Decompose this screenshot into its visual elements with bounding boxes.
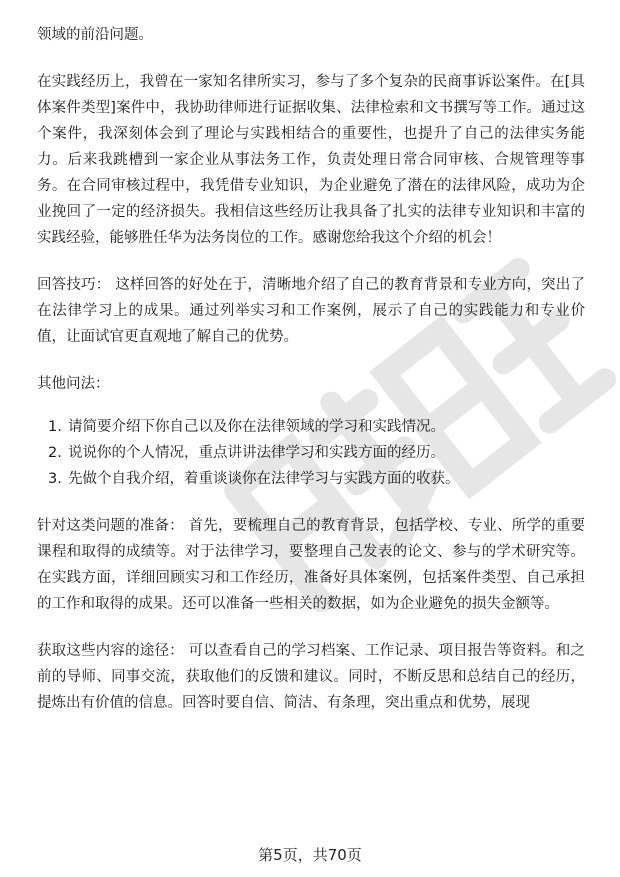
intro-tail-paragraph: 领域的前沿问题。 [37, 27, 153, 43]
other-questions-heading: 其他问法： [37, 376, 110, 392]
list-item-text: 说说你的个人情况，重点讲讲法律学习和实践方面的经历。 [68, 445, 445, 461]
list-item-text: 先做个自我介绍，着重谈谈你在法律学习与实践方面的收获。 [68, 471, 460, 487]
list-item [37, 440, 585, 466]
document-body [37, 22, 585, 716]
practice-paragraph: 在实践经历上，我曾在一家知名律所实习，参与了多个复杂的民商事诉讼案件。在[具体案件类型]案件中，我协助律师进行证据收集、法律检索和文书撰写等工作。通过这个案件，我深刻体会到了理论与实践相结合的重要性，也提升了自己的法律实务能力。后来我跳槽到一家企业从事法务工作，负责处理日常合同审核、合规管理等事务。在合同审核过程中，我凭借专业知识，为企业避免了潜在的法律风险，成功为企业挽回了一定的经济损失。我相信这些经历让我具备了扎实的法律专业知识和丰富的实践经验，能够胜任华为法务岗位的工作。感谢您给我这个介绍的机会！ [37, 74, 585, 246]
list-item-number: 3. [48, 471, 62, 487]
list-item-number: 2. [48, 445, 62, 461]
list-item [37, 414, 585, 440]
other-questions-list [37, 414, 585, 492]
list-item [37, 466, 585, 492]
page-number-footer: 第5页，共70页 [258, 846, 362, 864]
list-item-number: 1. [48, 419, 62, 435]
preparation-paragraph: 针对这类问题的准备： 首先，要梳理自己的教育背景，包括学校、专业、所学的重要课程和取得的成绩等。对于法律学习，要整理自己发表的论文、参与的学术研究等。在实践方面，详细回顾实习和工作经历，准备好具体案例，包括案件类型、自己承担的工作和取得的成果。还可以准备一些相关的数据，如为企业避免的损失金额等。 [37, 518, 585, 612]
list-item-text: 请简要介绍下你自己以及你在法律领域的学习和实践情况。 [68, 419, 445, 435]
answer-tips-paragraph: 回答技巧： 这样回答的好处在于，清晰地介绍了自己的教育背景和专业方向，突出了在法律学习上的成果。通过列举实习和工作案例，展示了自己的实践能力和专业价值，让面试官更直观地了解自己的优势。 [37, 277, 585, 345]
sources-paragraph: 获取这些内容的途径： 可以查看自己的学习档案、工作记录、项目报告等资料。和之前的导师、同事交流，获取他们的反馈和建议。同时，不断反思和总结自己的经历，提炼出有价值的信息。回答时要自信、简洁、有条理，突出重点和优势，展现 [37, 643, 585, 711]
